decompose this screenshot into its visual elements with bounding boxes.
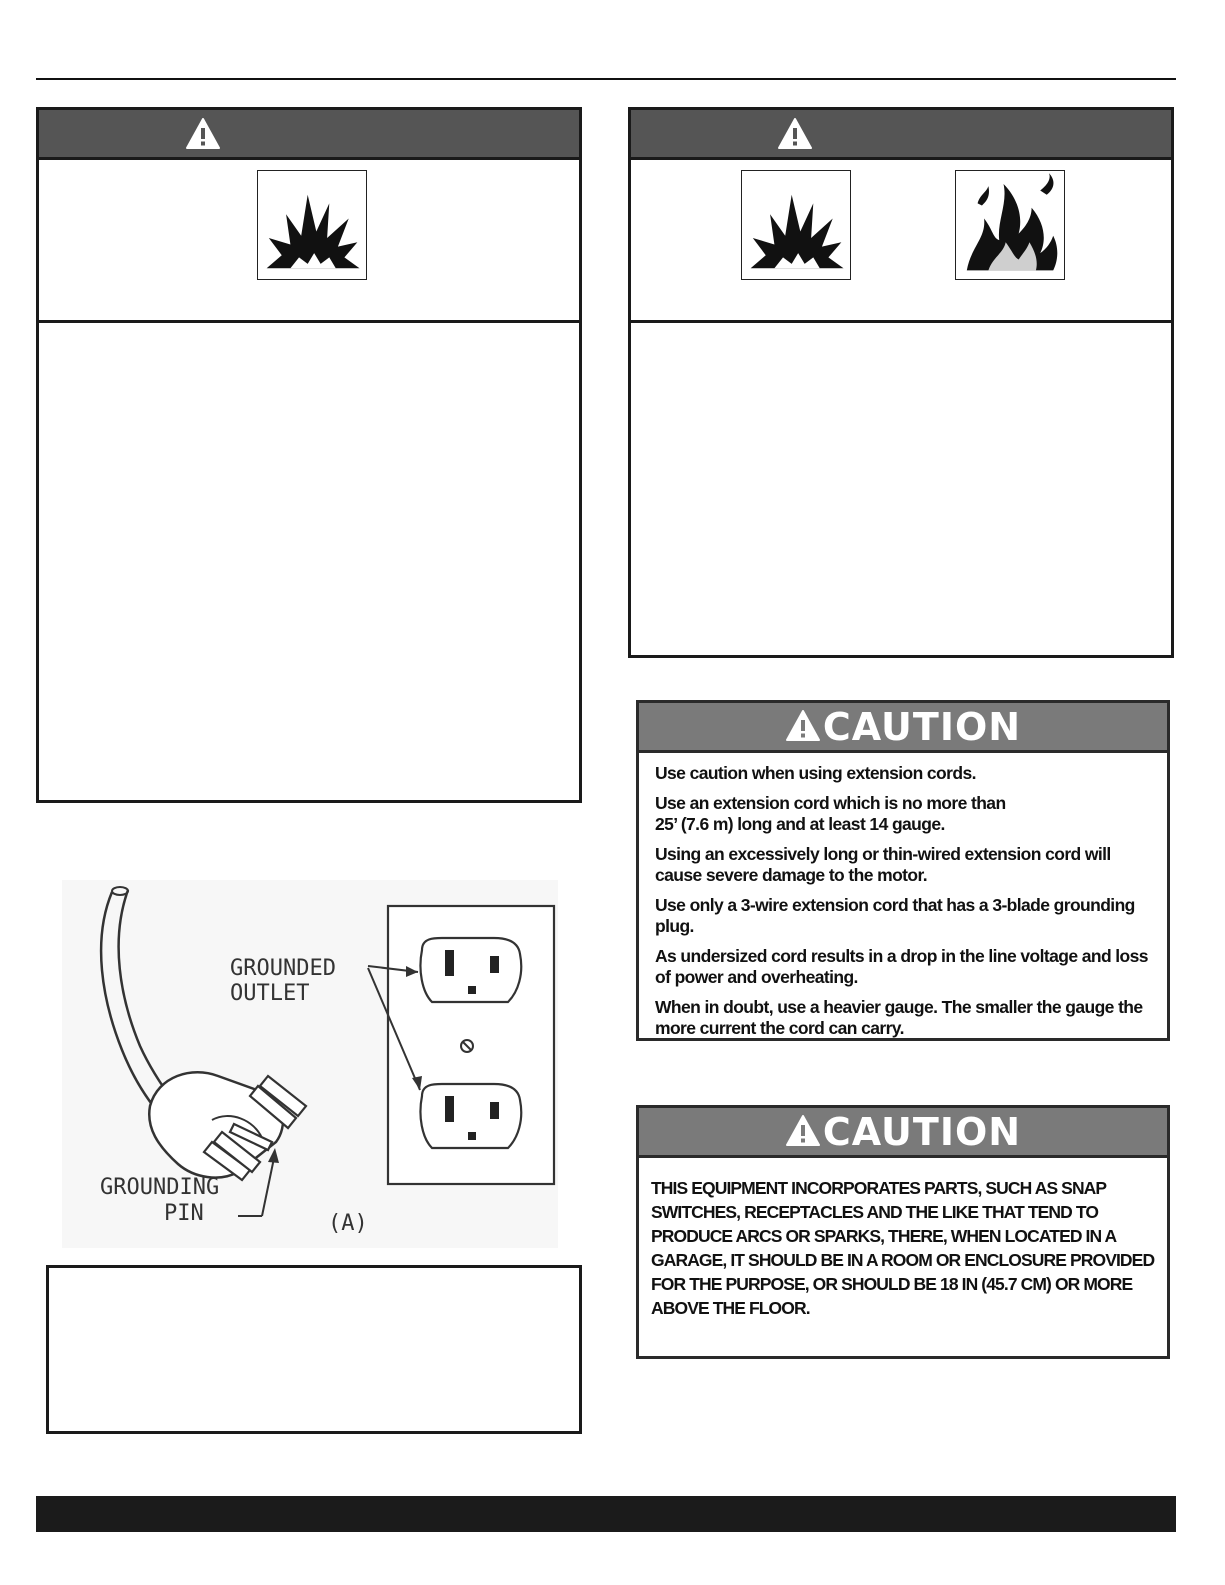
caution-header: [639, 1108, 1167, 1158]
warning-triangle-icon: [785, 709, 821, 742]
figure-label-grounding: GROUNDING: [100, 1175, 220, 1200]
warning-triangle-icon: [785, 1114, 821, 1147]
grounding-figure: [62, 880, 558, 1248]
caution-paragraph: Use only a 3-wire extension cord that has a 3-blade grounding plug.: [655, 895, 1135, 936]
caution-title: CAUTION: [822, 704, 1022, 749]
caution-paragraph: Using an excessively long or thin-wired extension cord will cause severe damage to the motor.: [655, 844, 1111, 885]
figure-label-outlet: OUTLET: [230, 981, 310, 1006]
caution-title: CAUTION: [822, 1109, 1022, 1154]
warning-triangle-icon: [185, 117, 221, 150]
warning-box-right: [628, 107, 1174, 658]
caution-box-extension-cords: [636, 700, 1170, 1041]
caution-paragraph: Use caution when using extension cords.: [655, 763, 976, 783]
explosion-hazard-icon: [741, 170, 851, 280]
warning-header: [39, 110, 579, 160]
warning-divider: [631, 320, 1171, 323]
warning-triangle-icon: [777, 117, 813, 150]
explosion-hazard-icon: [257, 170, 367, 280]
top-rule: [36, 78, 1176, 80]
warning-box-left: [36, 107, 582, 803]
caution-paragraph: THIS EQUIPMENT INCORPORATES PARTS, SUCH AS SNAP SWITCHES, RECEPTACLES AND THE LIKE THAT TEND TO PRODUCE ARCS OR SPARKS, THERE, WHEN LOCATED IN A GARAGE, IT SHOULD BE IN A ROOM OR ENCLOSURE PROVIDED FOR THE PURPOSE, OR SHOULD BE 18 IN (45.7 CM) OR MORE ABOVE THE FLOOR.: [651, 1178, 1155, 1318]
figure-label-grounded: GROUNDED: [230, 956, 336, 981]
warning-header: [631, 110, 1171, 160]
caution-paragraph: Use an extension cord which is no more than 25’ (7.6 m) long and at least 14 gauge.: [655, 793, 1006, 834]
warning-divider: [39, 320, 579, 323]
fire-hazard-icon: [955, 170, 1065, 280]
caution-body: [655, 763, 1153, 1048]
caution-paragraph: As undersized cord results in a drop in the line voltage and loss of power and overheating.: [655, 946, 1148, 987]
caution-body: [651, 1176, 1157, 1320]
caution-paragraph: When in doubt, use a heavier gauge. The smaller the gauge the more current the cord can carry.: [655, 997, 1143, 1038]
caution-header: [639, 703, 1167, 753]
figure-label-a: (A): [328, 1211, 368, 1236]
note-box: [46, 1265, 582, 1434]
caution-box-sparks: [636, 1105, 1170, 1359]
footer-bar: [36, 1496, 1176, 1532]
figure-label-pin: PIN: [164, 1201, 204, 1226]
